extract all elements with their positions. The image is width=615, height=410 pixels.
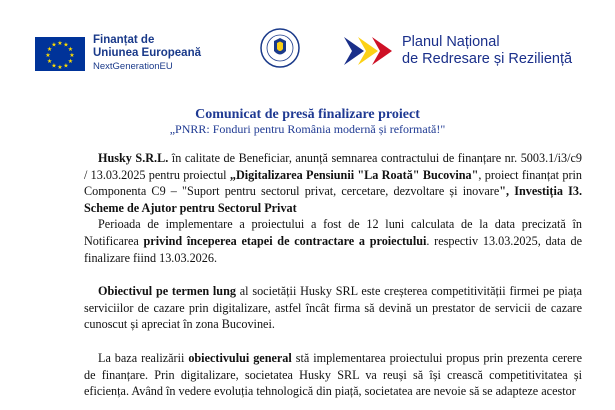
romanian-government-seal-icon	[260, 28, 300, 68]
pnrr-logo-line2: de Redresare și Reziliență	[402, 51, 573, 67]
period-text-2: . respectiv 13.03.2025, data de finalizare fiind 13.03.2026.	[84, 233, 582, 265]
svg-text:★: ★	[57, 63, 63, 71]
svg-text:★: ★	[63, 61, 69, 69]
svg-text:★: ★	[51, 61, 57, 69]
svg-text:★: ★	[57, 39, 63, 47]
svg-text:★: ★	[63, 41, 69, 49]
svg-text:★: ★	[69, 51, 75, 59]
press-release-body	[84, 150, 582, 400]
general-objective-text-1: La baza realizării	[98, 350, 189, 365]
general-objective-text-2: stă implementarea proiectului propus prin prezenta cerere de finanțare. Prin digitalizare, societatea Husky SRL va reuși să își crească competitivitatea și eficiența. Având în vedere evoluția tehnologică din piață, societatea are nevoie să se adapteze acestor	[84, 350, 582, 399]
paragraph-period	[84, 216, 582, 266]
svg-text:★: ★	[51, 41, 57, 49]
pnrr-logo	[344, 33, 572, 69]
pnrr-arrow-icon	[344, 33, 396, 69]
paragraph-announcement	[84, 150, 582, 216]
long-term-objective-text: al societății Husky SRL este creșterea competitivității firmei pe piața serviciilor de cazare prin digitalizare, astfel încât firma să devină un prestator de servicii de cazare cunoscut și apreciat în zona Bucovinei.	[84, 284, 583, 332]
eu-flag-icon	[35, 37, 85, 71]
page-title: Comunicat de presă finalizare proiect	[195, 107, 420, 122]
period-text-1: Perioada de implementare a proiectului a fost de 12 luni calculata de la data precizată în Notificarea	[84, 217, 582, 248]
logo-bar	[0, 0, 615, 85]
svg-text:★: ★	[67, 57, 74, 65]
svg-text:★: ★	[46, 57, 53, 65]
eu-funding-logo	[35, 34, 201, 73]
svg-text:★: ★	[67, 45, 74, 53]
eu-logo-line2: Uniunea Europeană	[93, 47, 201, 59]
period-notification: privind începerea etapei de contractare a proiectului	[143, 233, 427, 248]
page-subtitle: „PNRR: Fonduri pentru România modernă și reformată!"	[169, 122, 446, 136]
svg-text:★: ★	[46, 45, 53, 53]
investment-name: ", Investiția I3. Scheme de Ajutor pentru Sectorul Privat	[84, 184, 582, 215]
project-name: „Digitalizarea Pensiunii "La Roată" Bucovina"	[229, 167, 479, 182]
general-objective-label: obiectivului general	[188, 350, 292, 365]
paragraph-general-objective	[84, 350, 582, 400]
eu-logo-line3: NextGenerationEU	[93, 61, 173, 72]
paragraph-long-term-objective	[84, 283, 582, 333]
announcement-text-2: , proiect finanțat prin Componenta C9 – "Suport pentru sectorul privat, cercetare, dezvoltare și inovare	[84, 167, 582, 199]
company-name: Husky S.R.L.	[98, 151, 169, 165]
announcement-text-1: în calitate de Beneficiar, anunță semnarea contractului de finanțare nr. 5003.1/i3/c9 / 13.03.2025 pentru proiectul	[84, 151, 582, 182]
eu-logo-line1: Finanțat de	[93, 34, 155, 46]
long-term-objective-label: Obiectivul pe termen lung	[98, 284, 236, 299]
svg-text:★: ★	[45, 51, 51, 59]
pnrr-logo-line1: Planul Național	[402, 34, 500, 50]
